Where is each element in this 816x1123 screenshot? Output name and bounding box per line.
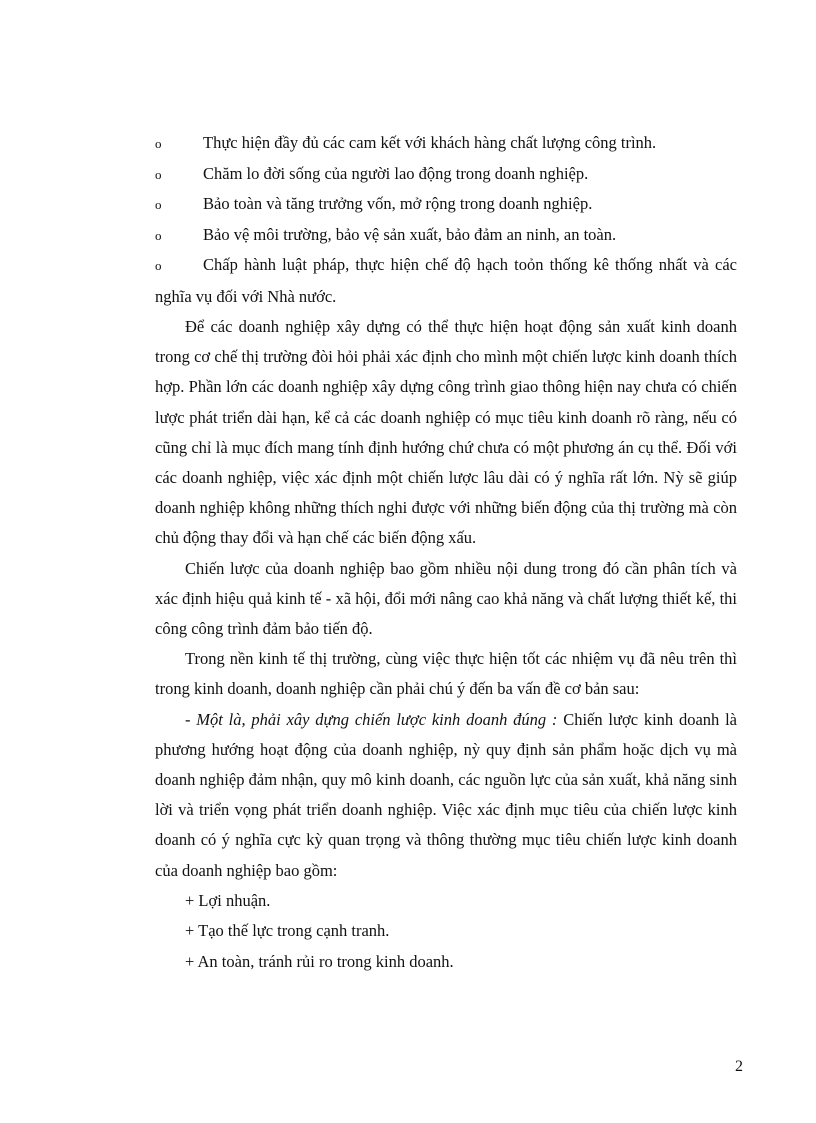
bullet-marker: o	[155, 197, 162, 212]
goal-item: + Lợi nhuận.	[185, 890, 271, 910]
paragraph-issue-one	[155, 705, 737, 886]
paragraph-three-issues: Trong nền kinh tế thị trường, cùng việc thực hiện tốt các nhiệm vụ đã nêu trên thì trong kinh doanh, doanh nghiệp cần phải chú ý đến ba vấn đề cơ bản sau:	[155, 649, 737, 699]
issue-one-body: Chiến lược kinh doanh là phương hướng hoạt động của doanh nghiệp, nỳ quy định sản phẩm hoặc dịch vụ mà doanh nghiệp đảm nhận, quy mô kinh doanh, các nguồn lực của sản xuất, khả năng sinh lời và triển vọng phát triển doanh nghiệp. Việc xác định mục tiêu của chiến lược kinh doanh có ý nghĩa cực kỳ quan trọng và thông thường mục tiêu chiến lược kinh doanh của doanh nghiệp bao gồm:	[155, 709, 737, 880]
issue-one-heading: - Một là, phải xây dựng chiến lược kinh doanh đúng :	[185, 709, 558, 729]
bullet-marker: o	[155, 258, 162, 273]
bullet-marker: o	[155, 136, 162, 151]
list-item	[155, 189, 737, 220]
paragraph-strategy-importance: Để các doanh nghiệp xây dựng có thể thực hiện hoạt động sản xuất kinh doanh trong cơ chế thị trường đòi hỏi phải xác định cho mình một chiến lược kinh doanh thích hợp. Phần lớn các doanh nghiệp xây dựng công trình giao thông hiện nay chưa có chiến lược phát triển dài hạn, kể cả các doanh nghiệp có mục tiêu kinh doanh rõ ràng, nếu có cũng chỉ là mục đích mang tính định hướng chứ chưa có một phương án cụ thể. Đối với các doanh nghiệp, việc xác định một chiến lược lâu dài có ý nghĩa rất lớn. Nỳ sẽ giúp doanh nghiệp không những thích nghi được với những biến động của thị trường mà còn chủ động thay đổi và hạn chế các biến động xấu.	[155, 317, 737, 548]
bullet-marker: o	[155, 227, 162, 243]
list-item	[155, 250, 737, 312]
list-item	[155, 220, 737, 251]
paragraph-strategy-content: Chiến lược của doanh nghiệp bao gồm nhiều nội dung trong đó cần phân tích và xác định hiệu quả kinh tế - xã hội, đổi mới nâng cao khả năng và chất lượng thiết kế, thi công công trình đảm bảo tiến độ.	[155, 558, 737, 639]
document-body	[155, 128, 737, 977]
list-item-text: Thực hiện đầy đủ các cam kết với khách hàng chất lượng công trình.	[203, 133, 657, 152]
list-item-text: Chấp hành luật pháp, thực hiện chế độ hạch toỏn thống kê thống nhất và các nghĩa vụ đối với Nhà nước.	[155, 255, 737, 306]
list-item-text: Chăm lo đời sống của người lao động trong doanh nghiệp.	[203, 163, 589, 183]
list-item-text: Bảo toàn và tăng trưởng vốn, mở rộng trong doanh nghiệp.	[203, 194, 593, 213]
list-item-text: Bảo vệ môi trường, bảo vệ sản xuất, bảo đảm an ninh, an toàn.	[203, 224, 617, 244]
list-item	[155, 159, 737, 190]
responsibility-list	[155, 128, 737, 312]
list-item	[155, 128, 737, 159]
bullet-marker: o	[155, 166, 162, 182]
goal-item: + Tạo thế lực trong cạnh tranh.	[185, 921, 390, 941]
page-number: 2	[735, 1058, 743, 1075]
goal-item: + An toàn, tránh rủi ro trong kinh doanh.	[185, 951, 454, 971]
